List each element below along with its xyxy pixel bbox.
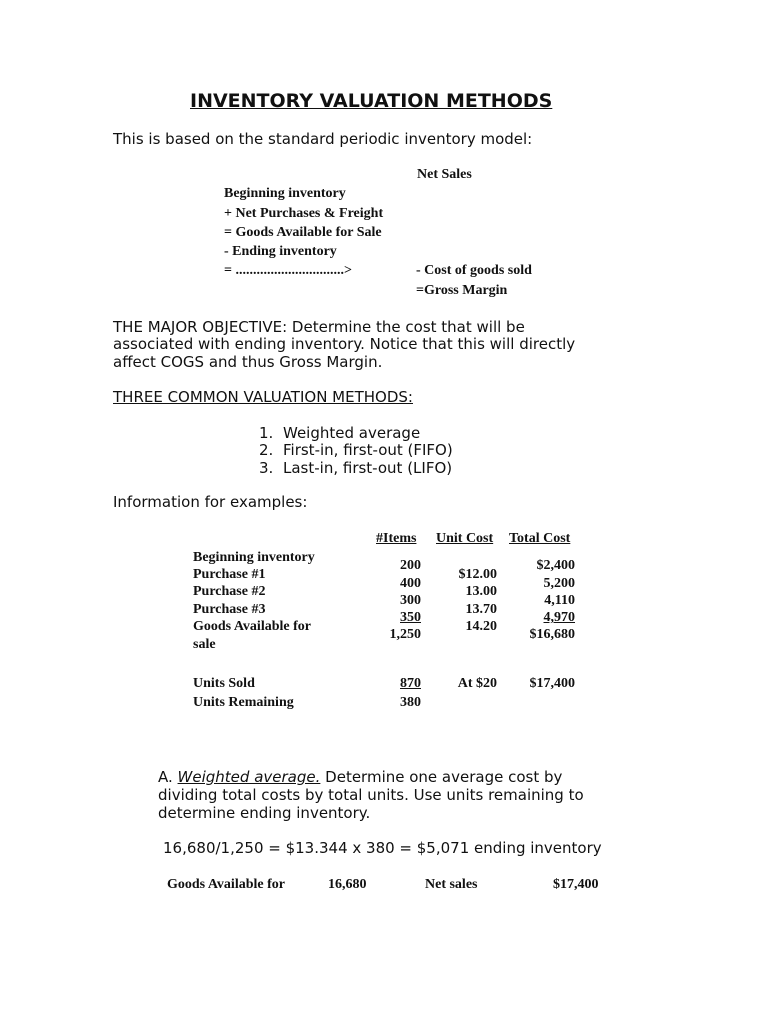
units-sold-total: $17,400 [529,676,575,691]
section-a-line-1 [158,768,562,786]
total-cost-cell: 4,110 [544,593,575,608]
total-cost-cell: 4,970 [543,610,575,625]
items-cell: 350 [400,610,421,625]
bottom-value: 16,680 [328,877,367,892]
total-cost-cell: $2,400 [536,558,575,573]
model-line-goods-available: = Goods Available for Sale [224,225,382,240]
method-num-2: 2. [259,441,274,459]
unit-cost-cell: 14.20 [465,619,497,634]
method-num-1: 1. [259,424,274,442]
formula-line: 16,680/1,250 = $13.344 x 380 = $5,071 ending inventory [163,839,602,857]
unit-cost-cell: $12.00 [458,567,497,582]
header-unit-cost: Unit Cost [436,531,494,546]
header-total-cost: Total Cost [509,531,571,546]
objective-line-1: THE MAJOR OBJECTIVE: Determine the cost that will be [113,318,525,336]
model-line-purchases: + Net Purchases & Freight [224,206,384,221]
section-a-rest: Determine one average cost by [325,768,563,786]
model-line-ending: - Ending inventory [224,244,337,259]
items-cell: 400 [400,576,421,591]
row-label-purchase-3: Purchase #3 [193,602,266,617]
section-a-prefix: A. [158,768,173,786]
gross-margin-label: =Gross Margin [416,283,508,298]
row-label-purchase-1: Purchase #1 [193,567,266,582]
units-sold-label: Units Sold [193,676,255,691]
section-a-term: Weighted average. [177,768,321,786]
method-label-2: First-in, first-out (FIFO) [283,441,453,459]
unit-cost-cell: 13.70 [465,602,497,617]
method-label-3: Last-in, first-out (LIFO) [283,459,453,477]
method-num-3: 3. [259,459,274,477]
methods-heading: THREE COMMON VALUATION METHODS: [113,388,413,406]
units-remaining-label: Units Remaining [193,695,294,710]
units-sold-price: At $20 [457,676,497,691]
objective-line-3: affect COGS and thus Gross Margin. [113,353,383,371]
row-label-sale: sale [193,637,216,652]
units-remaining-items: 380 [400,695,421,710]
bottom-net-sales-value: $17,400 [553,877,599,892]
row-label-beginning: Beginning inventory [193,550,315,565]
items-cell: 300 [400,593,421,608]
model-line-beginning: Beginning inventory [224,186,346,201]
section-a-line-2: dividing total costs by total units. Use units remaining to [158,786,584,804]
units-sold-items: 870 [400,676,421,691]
method-label-1: Weighted average [283,424,421,442]
bottom-net-sales-label: Net sales [425,877,478,892]
model-line-arrow: = ...............................> [224,263,352,278]
unit-cost-cell: 13.00 [465,584,497,599]
info-heading: Information for examples: [113,493,308,511]
header-items: #Items [376,531,417,546]
row-label-goods-available: Goods Available for [193,619,311,634]
row-label-purchase-2: Purchase #2 [193,584,266,599]
net-sales-label: Net Sales [417,167,472,182]
intro-text: This is based on the standard periodic inventory model: [113,130,533,148]
section-a-line-3: determine ending inventory. [158,804,371,822]
items-cell: 200 [400,558,421,573]
bottom-label: Goods Available for [167,877,285,892]
objective-line-2: associated with ending inventory. Notice that this will directly [113,335,576,353]
total-cost-total-cell: $16,680 [529,627,575,642]
total-cost-cell: 5,200 [543,576,575,591]
page-title: INVENTORY VALUATION METHODS [190,90,553,112]
items-total-cell: 1,250 [389,627,421,642]
cogs-label: - Cost of goods sold [416,263,532,278]
